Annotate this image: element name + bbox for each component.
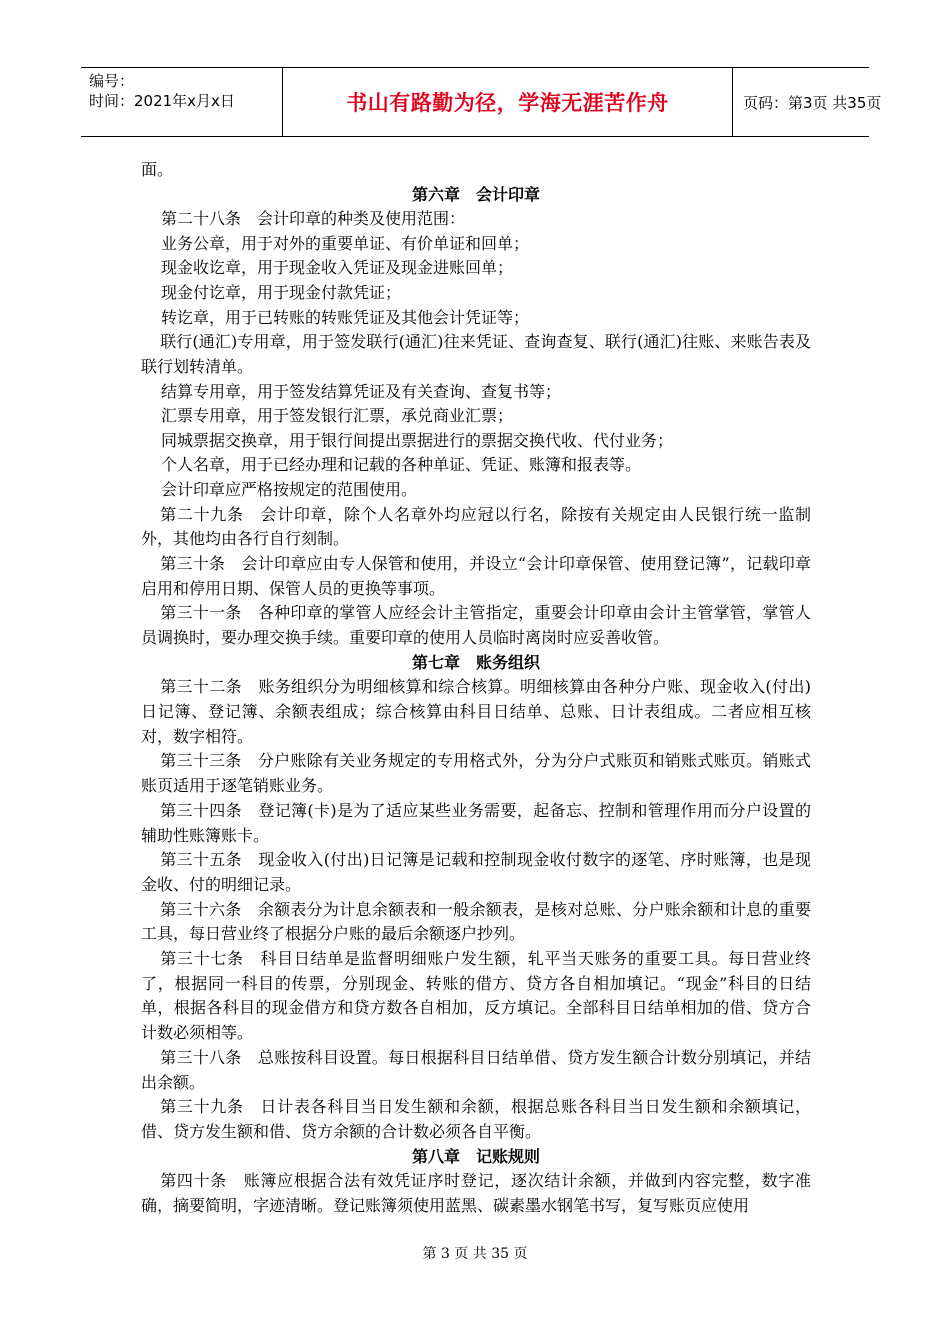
- header-motto: 书山有路勤为径，学海无涯苦作舟: [346, 91, 669, 115]
- seal-item-3: 现金付讫章，用于现金付款凭证；: [161, 282, 402, 302]
- article-31: 第三十一条 各种印章的掌管人应经会计主管指定，重要会计印章由会计主管掌管，掌管人员调换时，要办理交换手续。重要印章的使用人员临时离岗时应妥善收管。: [141, 603, 811, 648]
- header-page-cell: [733, 68, 882, 136]
- seal-item-9: 个人名章，用于已经办理和记载的各种单证、凭证、账簿和报表等。: [161, 455, 642, 475]
- seal-item-2: 现金收讫章，用于现金收入凭证及现金进账回单；: [161, 258, 514, 278]
- article-28: 第二十八条 会计印章的种类及使用范围：: [161, 209, 466, 229]
- document-number-label: 编号：: [89, 72, 135, 90]
- article-29: 第二十九条 会计印章，除个人名章外均应冠以行名，除按有关规定由人民银行统一监制外，其他均由各行自行刻制。: [141, 504, 811, 549]
- seal-item-8: 同城票据交换章，用于银行间提出票据进行的票据交换代收、代付业务；: [161, 430, 674, 450]
- chapter-8-title: 第八章 记账规则: [411, 1146, 540, 1166]
- article-30: 第三十条 会计印章应由专人保管和使用，并设立“会计印章保管、使用登记簿”，记载印章启用和停用日期、保管人员的更换等事项。: [141, 553, 811, 598]
- seal-item-5: 联行(通汇)专用章，用于签发联行(通汇)往来凭证、查询查复、联行(通汇)往账、来账告表及联行划转清单。: [141, 332, 811, 376]
- header-meta-cell: [81, 68, 283, 136]
- article-34: 第三十四条 登记簿(卡)是为了适应某些业务需要，起备忘、控制和管理作用而分户设置的辅助性账簿账卡。: [141, 800, 811, 845]
- header-motto-cell: [283, 68, 733, 136]
- article-40: 第四十条 账簿应根据合法有效凭证序时登记，逐次结计余额，并做到内容完整，数字准确，摘要简明，字迹清晰。登记账簿须使用蓝黑、碳素墨水钢笔书写，复写账页应使用: [141, 1171, 811, 1215]
- seal-usage-rule: 会计印章应严格按规定的范围使用。: [161, 479, 418, 499]
- seal-item-6: 结算专用章，用于签发结算凭证及有关查询、查复书等；: [161, 381, 562, 401]
- seal-item-4: 转讫章，用于已转账的转账凭证及其他会计凭证等；: [161, 307, 530, 327]
- article-36: 第三十六条 余额表分为计息余额表和一般余额表，是核对总账、分户账余额和计息的重要工具，每日营业终了根据分户账的最后余额逐户抄列。: [141, 899, 811, 944]
- document-body: [141, 158, 811, 1219]
- chapter-7-title: 第七章 账务组织: [411, 652, 540, 672]
- header-page-code: 页码：第3页 共35页: [743, 93, 882, 112]
- article-39: 第三十九条 日计表各科目当日发生额和余额，根据总账各科目当日发生额和余额填记，借、贷方发生额和借、贷方余额的合计数必须各自平衡。: [141, 1097, 811, 1141]
- article-35: 第三十五条 现金收入(付出)日记簿是记载和控制现金收付数字的逐笔、序时账簿，也是现金收、付的明细记录。: [141, 850, 811, 894]
- page-footer: 第 3 页 共 35 页: [422, 1246, 528, 1262]
- article-37: 第三十七条 科目日结单是监督明细账户发生额，轧平当天账务的重要工具。每日营业终了，根据同一科目的传票，分别现金、转账的借方、贷方各自相加填记。“现金”科目的日结单，根据各科目的现金借方和贷方数各自相加，反方填记。全部科目日结单相加的借、贷方合计数必须相等。: [141, 949, 811, 1043]
- page-header: [81, 67, 882, 137]
- article-33: 第三十三条 分户账除有关业务规定的专用格式外，分为分户式账页和销账式账页。销账式账页适用于逐笔销账业务。: [141, 751, 811, 796]
- seal-item-7: 汇票专用章，用于签发银行汇票，承兑商业汇票；: [161, 406, 514, 426]
- chapter-6-title: 第六章 会计印章: [411, 184, 540, 204]
- seal-item-1: 业务公章，用于对外的重要单证、有价单证和回单；: [161, 233, 530, 253]
- carried-text: 面。: [141, 160, 174, 179]
- document-date-label: 时间：2021年x月x日: [89, 92, 235, 110]
- article-32: 第三十二条 账务组织分为明细核算和综合核算。明细核算由各种分户账、现金收入(付出)日记簿、登记簿、余额表组成；综合核算由科目日结单、总账、日计表组成。二者应相互核对，数字相符。: [141, 677, 811, 746]
- article-38: 第三十八条 总账按科目设置。每日根据科目日结单借、贷方发生额合计数分别填记，并结出余额。: [141, 1047, 811, 1092]
